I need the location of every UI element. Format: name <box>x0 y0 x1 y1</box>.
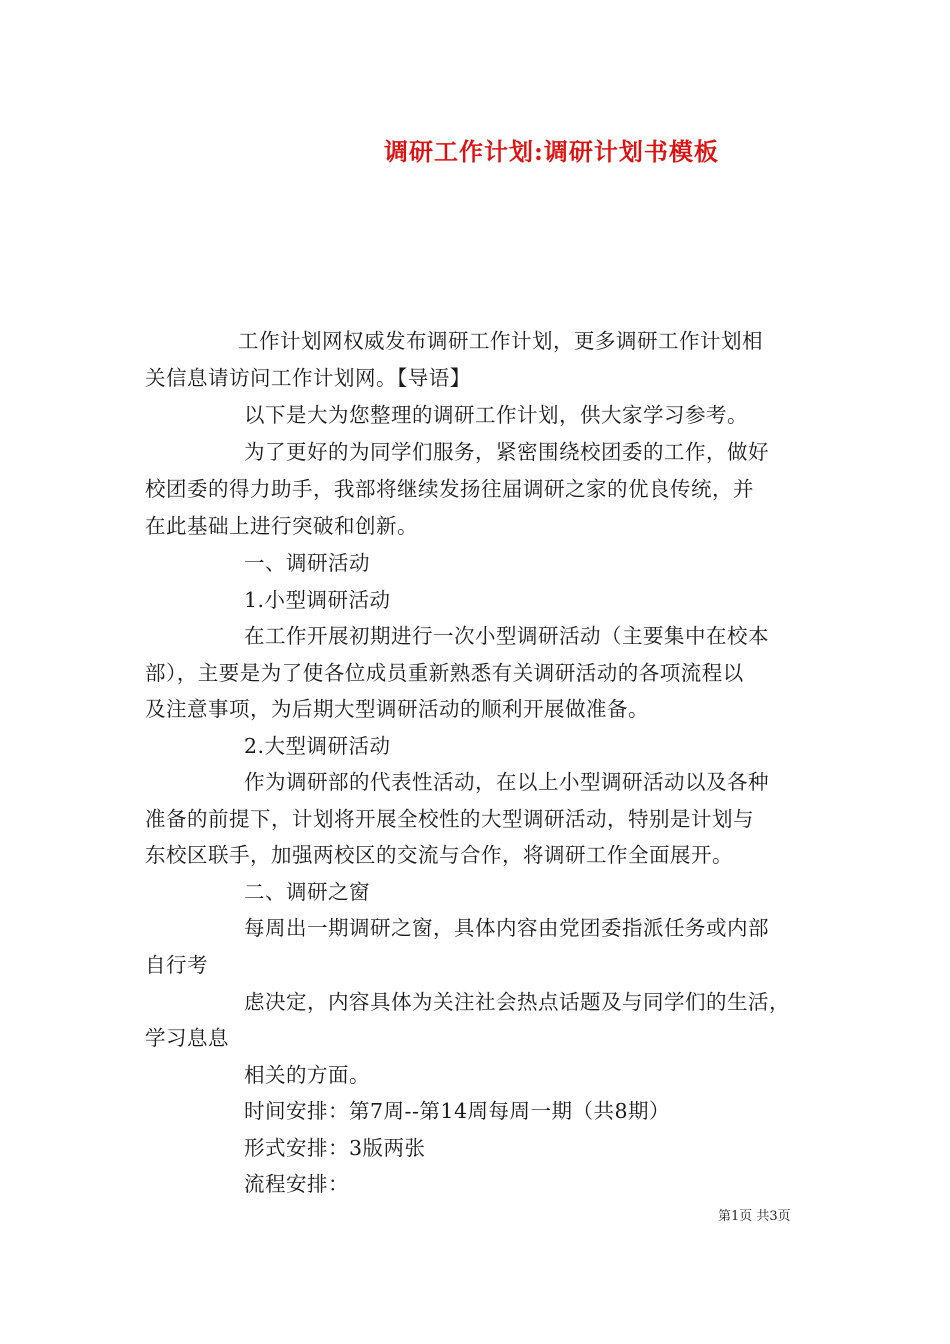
paragraph-line: 校团委的得力助手，我部将继续发扬往届调研之家的优良传统，并 <box>145 477 754 501</box>
paragraph-line: 关信息请访问工作计划网。【导语】 <box>145 366 471 390</box>
paragraph-line: 作为调研部的代表性活动，在以上小型调研活动以及各种 <box>244 770 769 794</box>
paragraph-line: 在工作开展初期进行一次小型调研活动（主要集中在校本 <box>244 624 769 648</box>
paragraph-line: 学习息息 <box>145 1026 229 1050</box>
subsection-heading: 1.小型调研活动 <box>244 588 391 612</box>
paragraph-line: 每周出一期调研之窗，具体内容由党团委指派任务或内部 <box>244 916 769 940</box>
paragraph-line: 部），主要是为了使各位成员重新熟悉有关调研活动的各项流程以 <box>145 661 744 685</box>
paragraph-line: 准备的前提下，计划将开展全校性的大型调研活动，特别是计划与 <box>145 807 754 831</box>
paragraph-line: 在此基础上进行突破和创新。 <box>145 514 418 538</box>
subsection-heading: 2.大型调研活动 <box>244 734 391 758</box>
paragraph-line: 时间安排：第7周--第14周每周一期（共8期） <box>244 1099 671 1123</box>
paragraph-line: 相关的方面。 <box>244 1063 370 1087</box>
paragraph-line: 工作计划网权威发布调研工作计划，更多调研工作计划相 <box>238 329 763 353</box>
document-title: 调研工作计划:调研计划书模板 <box>384 137 719 166</box>
paragraph-line: 及注意事项，为后期大型调研活动的顺利开展做准备。 <box>145 697 649 721</box>
section-heading: 二、调研之窗 <box>244 880 370 904</box>
paragraph-line: 虑决定，内容具体为关注社会热点话题及与同学们的生活， <box>244 990 790 1014</box>
paragraph-line: 为了更好的为同学们服务，紧密围绕校团委的工作，做好 <box>244 440 769 464</box>
paragraph-line: 形式安排：3版两张 <box>244 1136 426 1160</box>
section-heading: 一、调研活动 <box>244 551 370 575</box>
paragraph-line: 流程安排： <box>244 1172 349 1196</box>
page-number: 第1页 共3页 <box>718 1209 791 1224</box>
paragraph-line: 东校区联手，加强两校区的交流与合作，将调研工作全面展开。 <box>145 843 733 867</box>
paragraph-line: 自行考 <box>145 953 208 977</box>
paragraph-line: 以下是大为您整理的调研工作计划，供大家学习参考。 <box>244 403 748 427</box>
